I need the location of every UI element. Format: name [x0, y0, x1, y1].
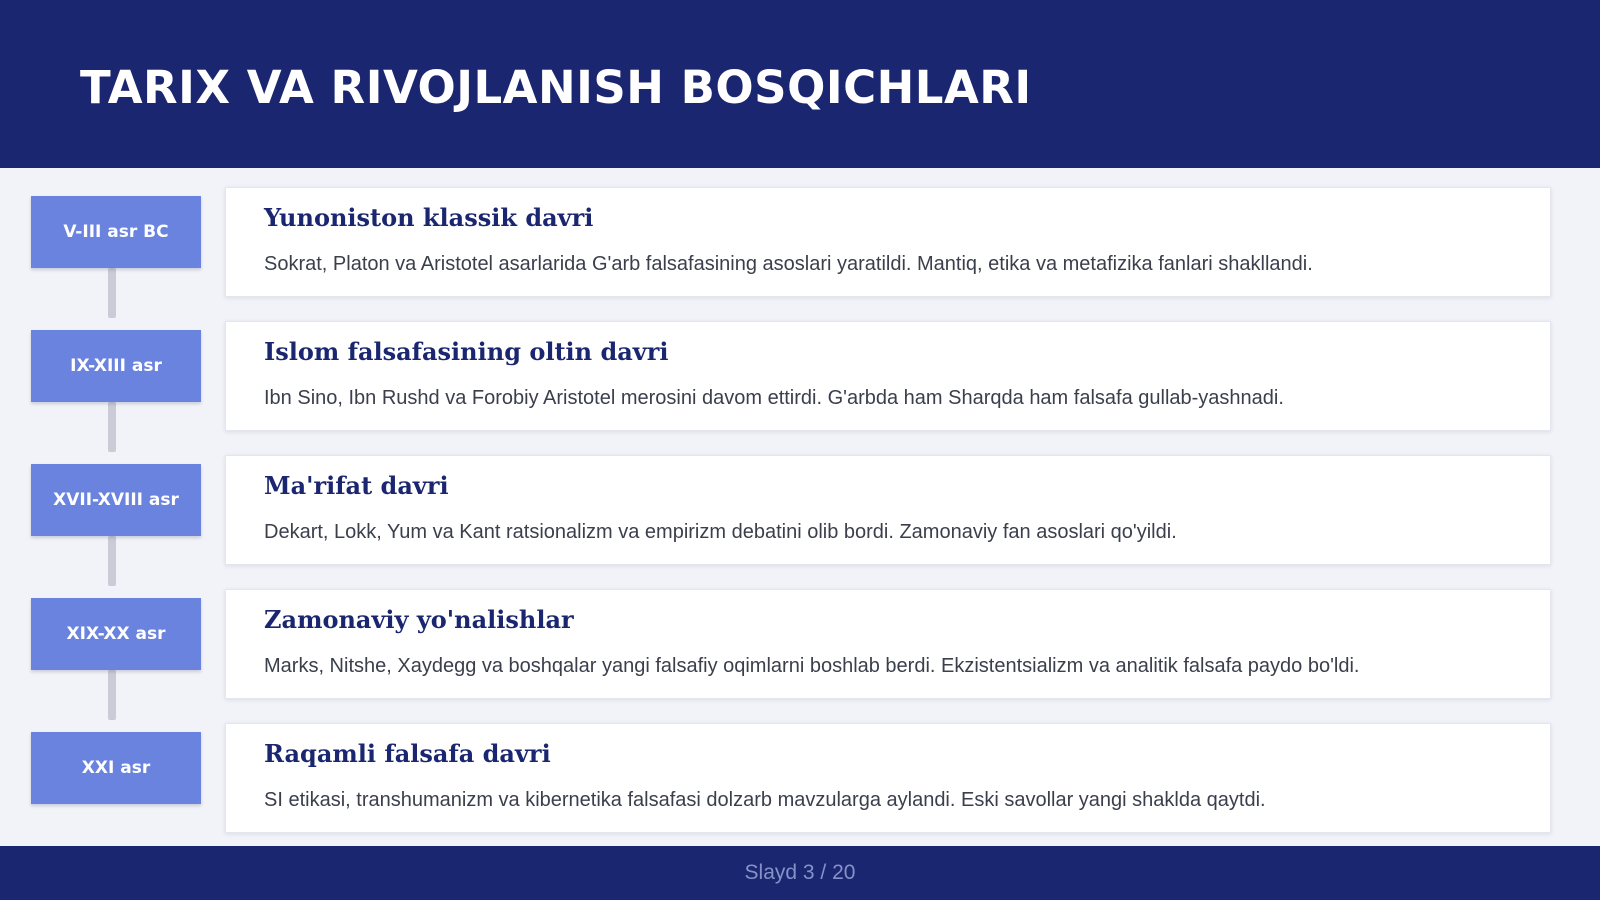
slide-title: TARIX VA RIVOJLANISH BOSQICHLARI — [80, 61, 1032, 114]
period-description: Dekart, Lokk, Yum va Kant ratsionalizm va empirizm debatini olib bordi. Zamonaviy fan asoslari qo'yildi. — [264, 521, 1177, 543]
timeline — [0, 168, 1600, 846]
era-badge: V-III asr BC — [31, 196, 201, 268]
period-card — [225, 589, 1551, 699]
period-description: Sokrat, Platon va Aristotel asarlarida G'arb falsafasining asoslari yaratildi. Mantiq, etika va metafizika fanlari shakllandi. — [264, 253, 1313, 275]
period-title: Yunoniston klassik davri — [264, 203, 594, 232]
period-description: SI etikasi, transhumanizm va kibernetika falsafasi dolzarb mavzularga aylandi. Eski savollar yangi shaklda qaytdi. — [264, 789, 1266, 811]
slide-counter: Slayd 3 / 20 — [744, 861, 856, 884]
period-title: Zamonaviy yo'nalishlar — [264, 605, 574, 634]
era-badge: XIX-XX asr — [31, 598, 201, 670]
period-title: Ma'rifat davri — [264, 471, 449, 500]
period-description: Ibn Sino, Ibn Rushd va Forobiy Aristotel merosini davom ettirdi. G'arbda ham Sharqda ham falsafa gullab-yashnadi. — [264, 387, 1284, 409]
period-title: Raqamli falsafa davri — [264, 739, 551, 768]
period-card — [225, 187, 1551, 297]
slide-footer — [0, 846, 1600, 900]
period-card — [225, 723, 1551, 833]
timeline-connector — [108, 402, 116, 452]
slide-header — [0, 0, 1600, 168]
era-badge: XVII-XVIII asr — [31, 464, 201, 536]
timeline-connector — [108, 536, 116, 586]
era-badge: XXI asr — [31, 732, 201, 804]
era-badge: IX-XIII asr — [31, 330, 201, 402]
period-card — [225, 455, 1551, 565]
period-card — [225, 321, 1551, 431]
timeline-connector — [108, 268, 116, 318]
period-description: Marks, Nitshe, Xaydegg va boshqalar yangi falsafiy oqimlarni boshlab berdi. Ekzistentsializm va analitik falsafa paydo bo'ldi. — [264, 655, 1360, 677]
period-title: Islom falsafasining oltin davri — [264, 337, 669, 366]
timeline-connector — [108, 670, 116, 720]
